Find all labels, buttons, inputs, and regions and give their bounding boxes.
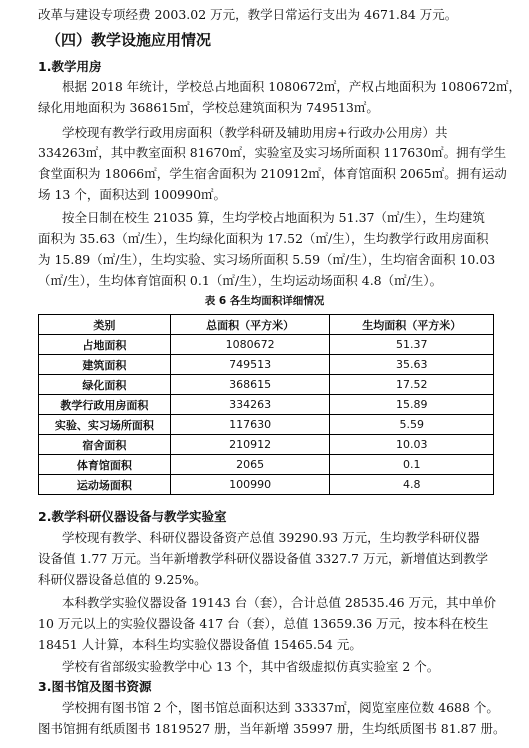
header-category: 类别 <box>39 315 171 335</box>
cell-category: 绿化面积 <box>39 375 171 395</box>
paragraph-line: 学校现有教学、科研仪器设备资产总值 39290.93 万元，生均教学科研仪器 <box>62 530 480 545</box>
cell-category: 运动场面积 <box>39 475 171 495</box>
intro-paragraph-line: 改革与建设专项经费 2003.02 万元，教学日常运行支出为 4671.84 万元。 <box>38 7 458 22</box>
cell-category: 建筑面积 <box>39 355 171 375</box>
paragraph-line: 根据 2018 年统计，学校总占地面积 1080672㎡，产权占地面积为 1080672㎡， <box>62 79 522 94</box>
table-row <box>39 395 494 415</box>
cell-category: 体育馆面积 <box>39 455 171 475</box>
area-per-student-table <box>38 314 494 495</box>
cell-total-area: 334263 <box>170 395 330 415</box>
cell-category: 教学行政用房面积 <box>39 395 171 415</box>
paragraph-line: 图书馆拥有纸质图书 1819527 册，当年新增 35997 册，生均纸质图书 81.87 册。 <box>38 721 506 736</box>
paragraph-line: 学校有省部级实验教学中心 13 个，其中省级虚拟仿真实验室 2 个。 <box>62 659 440 674</box>
cell-category: 占地面积 <box>39 335 171 355</box>
cell-total-area: 100990 <box>170 475 330 495</box>
cell-category: 实验、实习场所面积 <box>39 415 171 435</box>
cell-per-student-area: 51.37 <box>330 335 494 355</box>
cell-per-student-area: 4.8 <box>330 475 494 495</box>
cell-total-area: 210912 <box>170 435 330 455</box>
cell-total-area: 117630 <box>170 415 330 435</box>
cell-total-area: 2065 <box>170 455 330 475</box>
paragraph-line: 本科教学实验仪器设备 19143 台（套），合计总值 28535.46 万元，其中单价 <box>62 595 497 610</box>
paragraph-line: 18451 人计算，本科生均实验仪器设备值 15465.54 元。 <box>38 637 362 652</box>
header-per-student-area: 生均面积（平方米） <box>330 315 494 335</box>
paragraph-line: 场 13 个，面积达到 100990㎡。 <box>38 187 227 202</box>
table-caption: 表 6 各生均面积详细情况 <box>204 295 325 307</box>
table-row <box>39 375 494 395</box>
table-row <box>39 415 494 435</box>
header-total-area: 总面积（平方米） <box>170 315 330 335</box>
paragraph-line: 设备值 1.77 万元。当年新增教学科研仪器设备值 3327.7 万元，新增值达到教学 <box>38 551 488 566</box>
paragraph-line: 334263㎡，其中教室面积 81670㎡，实验室及实习场所面积 117630㎡。拥有学生 <box>38 145 507 160</box>
paragraph-line: （㎡/生），生均体育馆面积 0.1（㎡/生），生均运动场面积 4.8（㎡/生）。 <box>38 273 443 288</box>
cell-total-area: 368615 <box>170 375 330 395</box>
cell-category: 宿舍面积 <box>39 435 171 455</box>
paragraph-line: 10 万元以上的实验仪器设备 417 台（套），总值 13659.36 万元，按本科在校生 <box>38 616 489 631</box>
table-row <box>39 475 494 495</box>
cell-total-area: 749513 <box>170 355 330 375</box>
heading-lab-equipment: 2.教学科研仪器设备与教学实验室 <box>38 509 227 524</box>
cell-per-student-area: 35.63 <box>330 355 494 375</box>
table-row <box>39 455 494 475</box>
paragraph-line: 面积为 35.63（㎡/生），生均绿化面积为 17.52（㎡/生），生均教学行政用房面积 <box>38 231 489 246</box>
section-title: （四）教学设施应用情况 <box>46 31 212 49</box>
heading-teaching-buildings: 1.教学用房 <box>38 59 102 74</box>
paragraph-line: 绿化用地面积为 368615㎡，学校总建筑面积为 749513㎡。 <box>38 100 379 115</box>
paragraph-line: 为 15.89（㎡/生），生均实验、实习场所面积 5.59（㎡/生），生均宿舍面积 10.03 <box>38 252 496 267</box>
paragraph-line: 科研仪器设备总值的 9.25%。 <box>38 572 207 587</box>
heading-library: 3.图书馆及图书资源 <box>38 679 152 694</box>
cell-per-student-area: 17.52 <box>330 375 494 395</box>
cell-per-student-area: 10.03 <box>330 435 494 455</box>
table-row <box>39 335 494 355</box>
cell-per-student-area: 15.89 <box>330 395 494 415</box>
cell-per-student-area: 0.1 <box>330 455 494 475</box>
paragraph-line: 学校现有教学行政用房面积（教学科研及辅助用房+行政办公用房）共 <box>62 125 448 140</box>
table-header-row <box>39 315 494 335</box>
table-row <box>39 435 494 455</box>
cell-total-area: 1080672 <box>170 335 330 355</box>
paragraph-line: 学校拥有图书馆 2 个，图书馆总面积达到 33337㎡，阅览室座位数 4688 个。 <box>62 700 499 715</box>
cell-per-student-area: 5.59 <box>330 415 494 435</box>
paragraph-line: 食堂面积为 18066㎡，学生宿舍面积为 210912㎡，体育馆面积 2065㎡。拥有运动 <box>38 166 507 181</box>
paragraph-line: 按全日制在校生 21035 算，生均学校占地面积为 51.37（㎡/生），生均建筑 <box>62 210 485 225</box>
table-row <box>39 355 494 375</box>
